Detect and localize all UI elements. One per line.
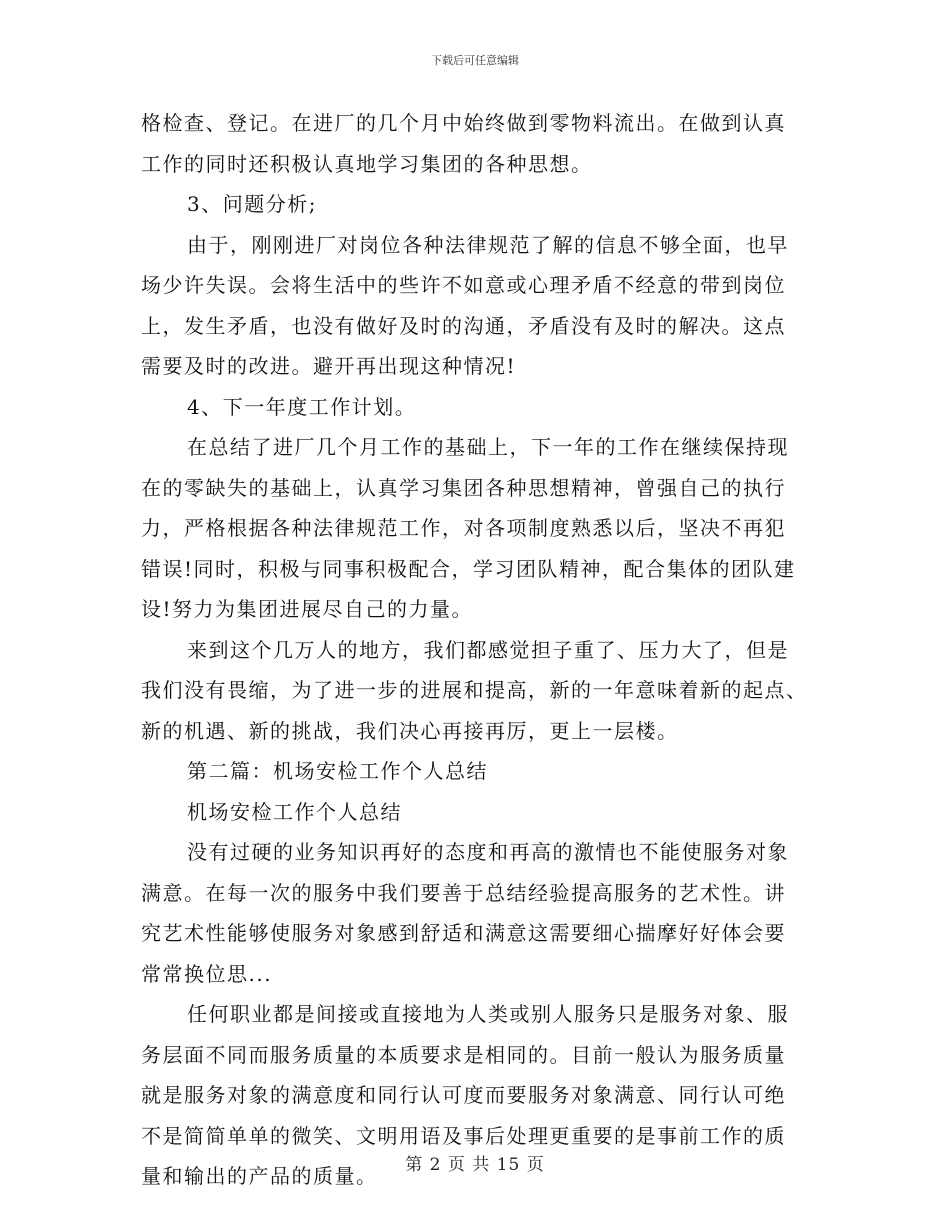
article-title: 机场安检工作个人总结 — [187, 799, 402, 824]
text-line: 常常换位思... — [141, 961, 273, 986]
chapter-heading: 第二篇：机场安检工作个人总结 — [187, 759, 488, 783]
page-header-note: 下载后可任意编辑 — [431, 54, 519, 67]
text-line: 就是服务对象的满意度和同行认可度而要服务对象满意、同行认可绝 — [141, 1083, 786, 1107]
text-line: 工作的同时还积极认真地学习集团的各种思想。 — [141, 151, 593, 176]
text-line: 究艺术性能够使服务对象感到舒适和满意这需要细心揣摩好好体会要 — [141, 921, 786, 945]
text-line: 需要及时的改进。避开再出现这种情况! — [141, 354, 517, 378]
text-line: 量和输出的产品的质量。 — [141, 1164, 378, 1188]
text-line: 错误!同时，积极与同事积极配合，学习团队精神，配合集体的团队建 — [141, 556, 796, 581]
text-line: 力，严格根据各种法律规范工作，对各项制度熟悉以后，坚决不再犯 — [141, 516, 786, 540]
text-line: 来到这个几万人的地方，我们都感觉担子重了、压力大了，但是 — [187, 637, 789, 662]
text-line: 在总结了进厂几个月工作的基础上，下一年的工作在继续保持现 — [187, 435, 789, 459]
text-line: 由于，刚刚进厂对岗位各种法律规范了解的信息不够全面，也早 — [187, 232, 789, 257]
page-number-indicator: 第 2 页 共 15 页 — [405, 1155, 545, 1175]
section-heading: 4、下一年度工作计划。 — [187, 394, 417, 419]
text-line: 场少许失误。会将生活中的些许不如意或心理矛盾不经意的带到岗位 — [141, 273, 786, 297]
document-body — [141, 103, 811, 1197]
text-line: 务层面不同而服务质量的本质要求是相同的。目前一般认为服务质量 — [141, 1042, 786, 1067]
text-line: 设!努力为集团进展尽自己的力量。 — [141, 597, 474, 621]
text-line: 没有过硬的业务知识再好的态度和再高的激情也不能使服务对象 — [187, 840, 789, 864]
text-line: 我们没有畏缩，为了进一步的进展和提高，新的一年意味着新的起点、 — [141, 678, 808, 702]
text-line: 任何职业都是间接或直接地为人类或别人服务只是服务对象、服 — [187, 1002, 789, 1026]
section-heading: 3、问题分析; — [187, 192, 317, 216]
text-line: 在的零缺失的基础上，认真学习集团各种思想精神，曾强自己的执行 — [141, 475, 786, 500]
text-line: 上，发生矛盾，也没有做好及时的沟通，矛盾没有及时的解决。这点 — [141, 313, 786, 338]
text-line: 新的机遇、新的挑战，我们决心再接再厉，更上一层楼。 — [141, 718, 679, 743]
text-line: 格检查、登记。在进厂的几个月中始终做到零物料流出。在做到认真 — [141, 111, 786, 135]
text-line: 不是简简单单的微笑、文明用语及事后处理更重要的是事前工作的质 — [141, 1123, 786, 1148]
text-line: 满意。在每一次的服务中我们要善于总结经验提高服务的艺术性。讲 — [141, 880, 786, 905]
